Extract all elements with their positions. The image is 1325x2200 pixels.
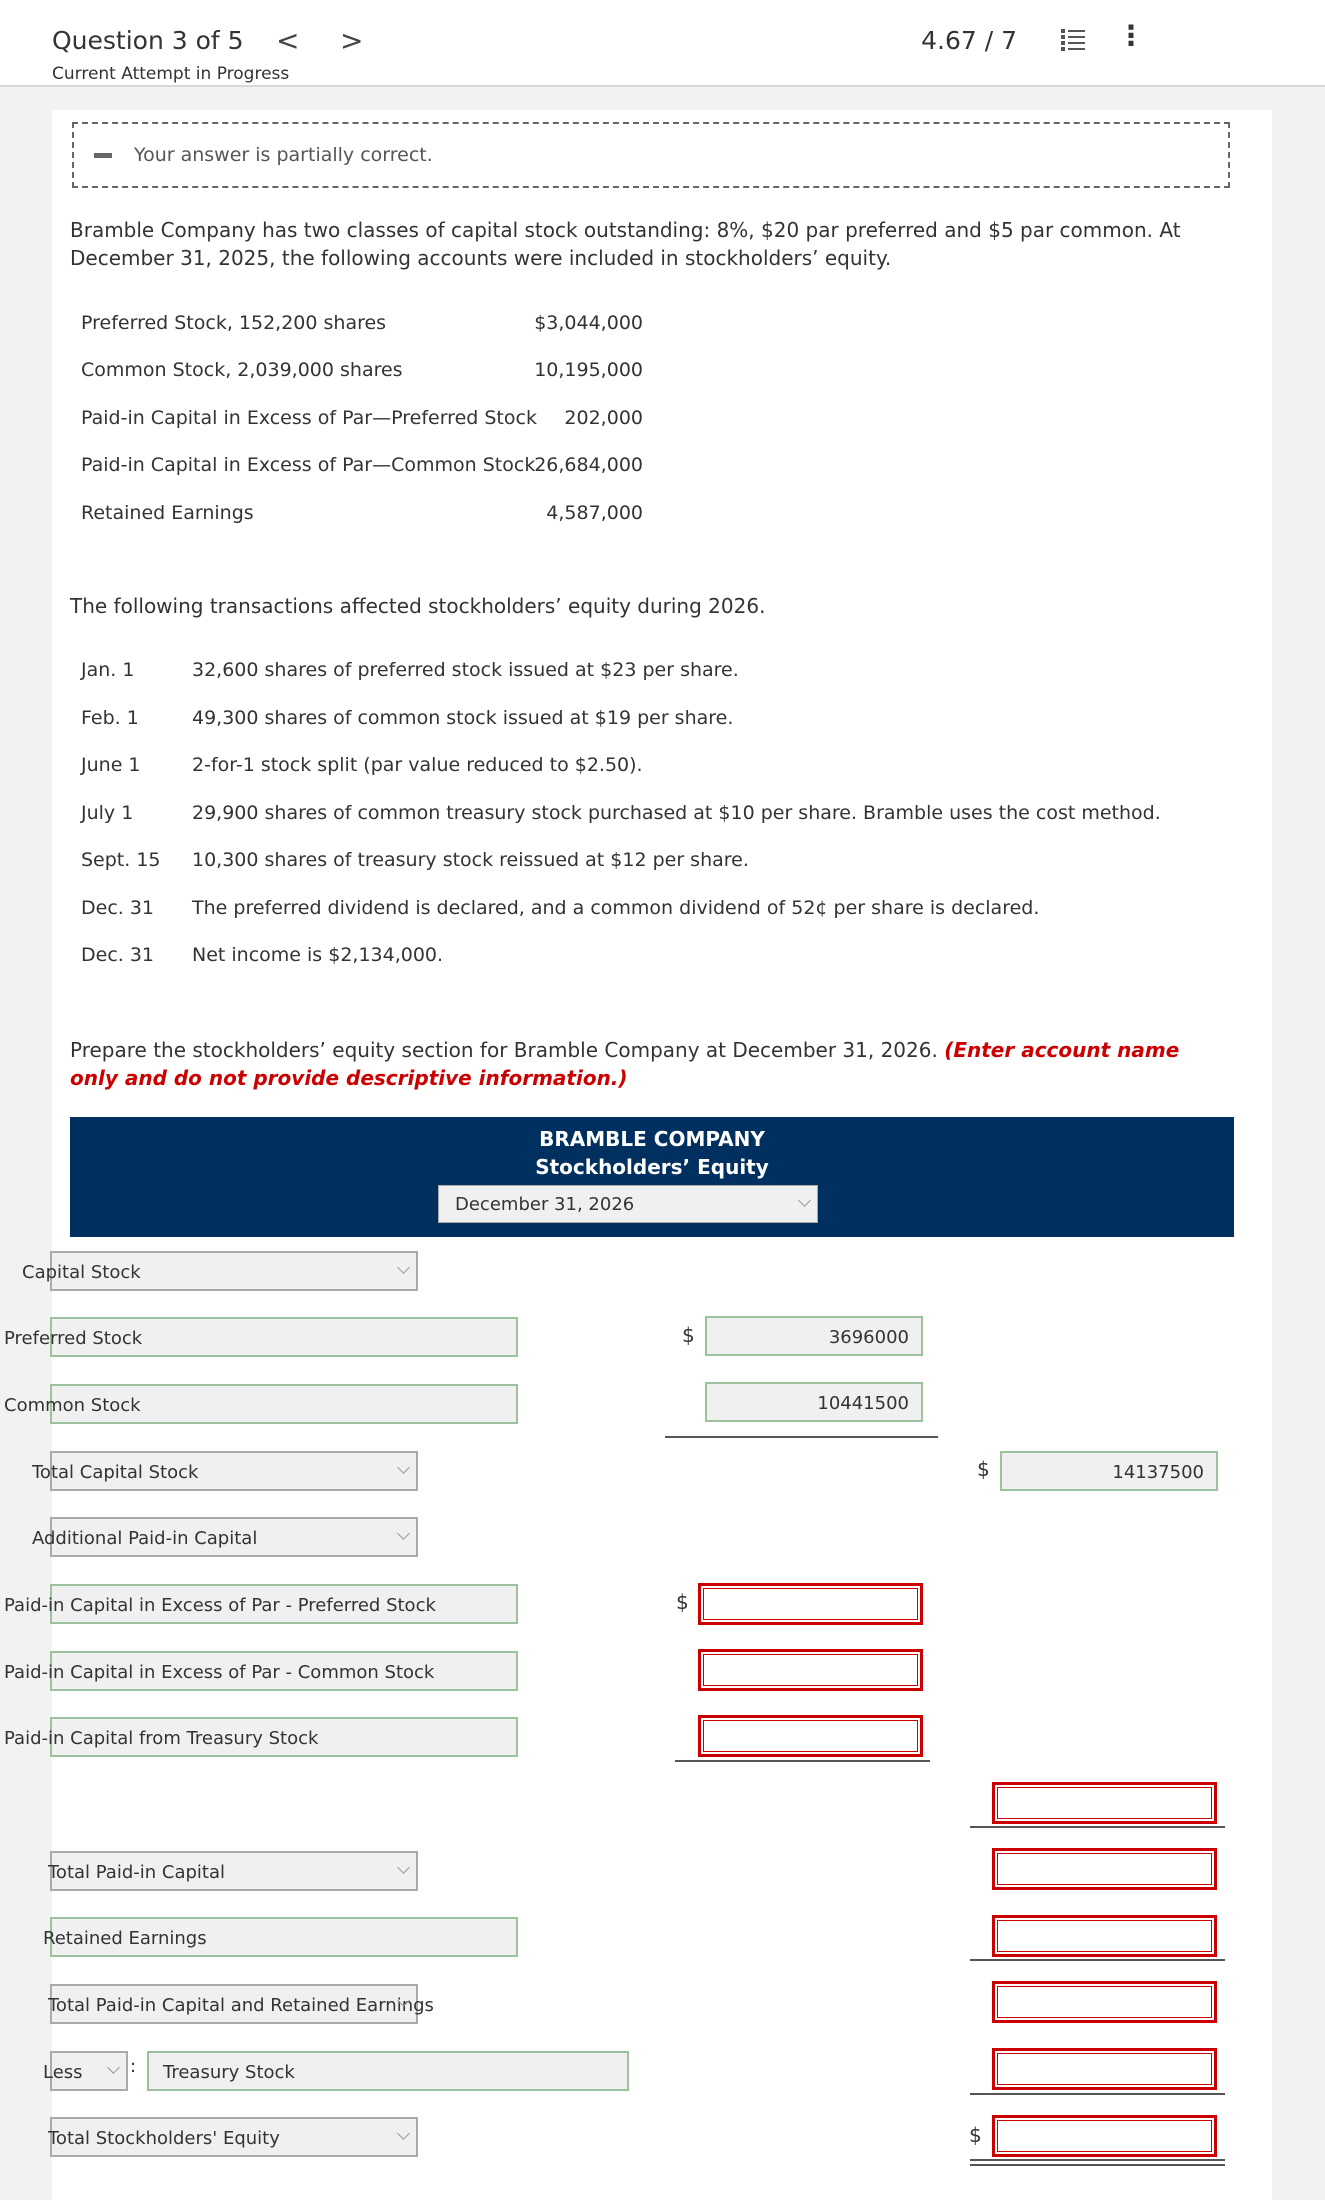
less-dropdown[interactable] [43, 2051, 128, 2091]
subtotal-line [970, 2093, 1225, 2095]
subtotal-line [665, 1436, 938, 1438]
score-display: 4.67 / 7 [921, 26, 1017, 55]
total-pic-dropdown[interactable] [50, 1851, 418, 1891]
account-value: 26,684,000 [534, 454, 643, 476]
transactions-intro: The following transactions affected stockholders’ equity during 2026. [70, 594, 766, 618]
previous-question-button[interactable]: < [276, 24, 300, 57]
partial-correct-icon [94, 153, 112, 158]
total-pic-label: Total Paid-in Capital [48, 1862, 226, 1883]
dollar-sign: $ [676, 1590, 689, 1614]
total-pic-re-amount[interactable] [992, 1981, 1217, 2023]
common-stock-amount[interactable]: 10441500 [705, 1382, 923, 1422]
question-title: Question 3 of 5 [52, 26, 244, 55]
transaction-desc: The preferred dividend is declared, and a common dividend of 52¢ per share is declared. [192, 897, 1040, 919]
total-pic-amount[interactable] [992, 1848, 1217, 1890]
account-name: Paid-in Capital in Excess of Par—Preferred Stock [81, 407, 537, 429]
date-dropdown-value: December 31, 2026 [455, 1194, 635, 1215]
additional-pic-label: Additional Paid-in Capital [32, 1528, 258, 1549]
total-se-dropdown[interactable] [50, 2117, 418, 2157]
transaction-date: Dec. 31 [81, 897, 155, 919]
transaction-desc: 32,600 shares of preferred stock issued at $23 per share. [192, 659, 739, 681]
preferred-stock-field[interactable] [4, 1317, 518, 1357]
subtotal-line [675, 1760, 930, 1762]
retained-earnings-field[interactable] [43, 1917, 518, 1957]
instructions [70, 1036, 1220, 1092]
double-underline [970, 2164, 1225, 2166]
pic-common-field[interactable] [4, 1651, 518, 1691]
attempt-status: Current Attempt in Progress [52, 64, 290, 84]
capital-stock-dropdown[interactable] [22, 1251, 418, 1291]
less-label: Less [43, 2062, 83, 2083]
feedback-box [72, 122, 1230, 188]
transaction-desc: 29,900 shares of common treasury stock purchased at $10 per share. Bramble uses the cost method. [192, 802, 1161, 824]
chevron-down-icon [798, 1194, 811, 1207]
dollar-sign: $ [682, 1323, 695, 1347]
transaction-date: July 1 [81, 802, 134, 824]
transaction-desc: 49,300 shares of common stock issued at $19 per share. [192, 707, 734, 729]
account-name: Retained Earnings [81, 502, 254, 524]
preferred-stock-amount[interactable]: 3696000 [705, 1316, 923, 1356]
more-options-icon[interactable]: ⋮ [1117, 19, 1145, 52]
preferred-stock-label: Preferred Stock [4, 1328, 143, 1349]
pic-preferred-field[interactable] [4, 1584, 518, 1624]
transaction-date: Feb. 1 [81, 707, 139, 729]
chevron-down-icon [397, 1861, 410, 1874]
transaction-date: June 1 [81, 754, 141, 776]
transaction-date: Jan. 1 [81, 659, 135, 681]
chevron-down-icon [397, 1461, 410, 1474]
account-value: 10,195,000 [534, 359, 643, 381]
treasury-stock-label: Treasury Stock [163, 2062, 295, 2083]
question-list-icon[interactable] [1059, 26, 1087, 54]
problem-intro: Bramble Company has two classes of capital stock outstanding: 8%, $20 par preferred and $5 par common. At December 31, 2025, the following accounts were included in stockholders’ equity. [70, 218, 1181, 270]
top-bar [0, 0, 1325, 87]
pic-common-label: Paid-in Capital in Excess of Par - Common Stock [4, 1662, 435, 1683]
date-dropdown[interactable] [438, 1185, 818, 1223]
chevron-down-icon [397, 1261, 410, 1274]
total-se-amount[interactable] [992, 2115, 1217, 2157]
subtotal-line [970, 1826, 1225, 1828]
chevron-down-icon [107, 2061, 120, 2074]
statement-title: Stockholders’ Equity [535, 1155, 769, 1179]
chevron-down-icon [397, 1527, 410, 1540]
pic-preferred-label: Paid-in Capital in Excess of Par - Preferred Stock [4, 1595, 436, 1616]
total-capital-stock-amount[interactable]: 14137500 [1000, 1451, 1218, 1491]
capital-stock-label: Capital Stock [22, 1262, 141, 1283]
additional-pic-dropdown[interactable] [32, 1517, 418, 1557]
dollar-sign: $ [969, 2123, 982, 2147]
account-value: 4,587,000 [546, 502, 643, 524]
transaction-desc: 10,300 shares of treasury stock reissued at $12 per share. [192, 849, 749, 871]
retained-earnings-amount[interactable] [992, 1915, 1217, 1957]
account-name: Preferred Stock, 152,200 shares [81, 312, 387, 334]
dollar-sign: $ [977, 1457, 990, 1481]
colon-separator: : [130, 2056, 137, 2077]
pic-preferred-amount[interactable] [698, 1583, 923, 1625]
common-stock-label: Common Stock [4, 1395, 141, 1416]
total-pic-re-dropdown[interactable] [48, 1984, 434, 2024]
account-name: Paid-in Capital in Excess of Par—Common Stock [81, 454, 536, 476]
common-stock-field[interactable] [4, 1384, 518, 1424]
pic-common-amount[interactable] [698, 1649, 923, 1691]
statement-header [70, 1117, 1234, 1237]
next-question-button[interactable]: > [340, 24, 364, 57]
pic-treasury-label: Paid-in Capital from Treasury Stock [4, 1728, 319, 1749]
account-name: Common Stock, 2,039,000 shares [81, 359, 403, 381]
account-value: $3,044,000 [534, 312, 643, 334]
treasury-stock-field[interactable] [147, 2051, 629, 2091]
treasury-stock-amount[interactable] [992, 2048, 1217, 2090]
total-se-label: Total Stockholders' Equity [48, 2128, 280, 2149]
double-underline [970, 2159, 1225, 2161]
subtotal-line [970, 1959, 1225, 1961]
instructions-main: Prepare the stockholders’ equity section for Bramble Company at December 31, 2026. [70, 1038, 938, 1062]
account-value: 202,000 [564, 407, 643, 429]
company-name: BRAMBLE COMPANY [539, 1127, 765, 1151]
transaction-date: Sept. 15 [81, 849, 161, 871]
transaction-desc: Net income is $2,134,000. [192, 944, 444, 966]
pic-treasury-amount[interactable] [698, 1715, 923, 1757]
instructions-note: (Enter account name only and do not provide descriptive information.) [70, 1038, 1180, 1090]
total-capital-stock-dropdown[interactable] [32, 1451, 418, 1491]
chevron-down-icon [397, 2127, 410, 2140]
pic-treasury-field[interactable] [4, 1717, 518, 1757]
total-capital-stock-label: Total Capital Stock [32, 1462, 199, 1483]
total-pic-re-label: Total Paid-in Capital and Retained Earnings [48, 1995, 434, 2016]
retained-earnings-label: Retained Earnings [43, 1928, 207, 1949]
transaction-desc: 2-for-1 stock split (par value reduced to $2.50). [192, 754, 643, 776]
transaction-date: Dec. 31 [81, 944, 155, 966]
total-additional-pic-amount[interactable] [992, 1782, 1217, 1824]
feedback-text: Your answer is partially correct. [134, 144, 433, 166]
